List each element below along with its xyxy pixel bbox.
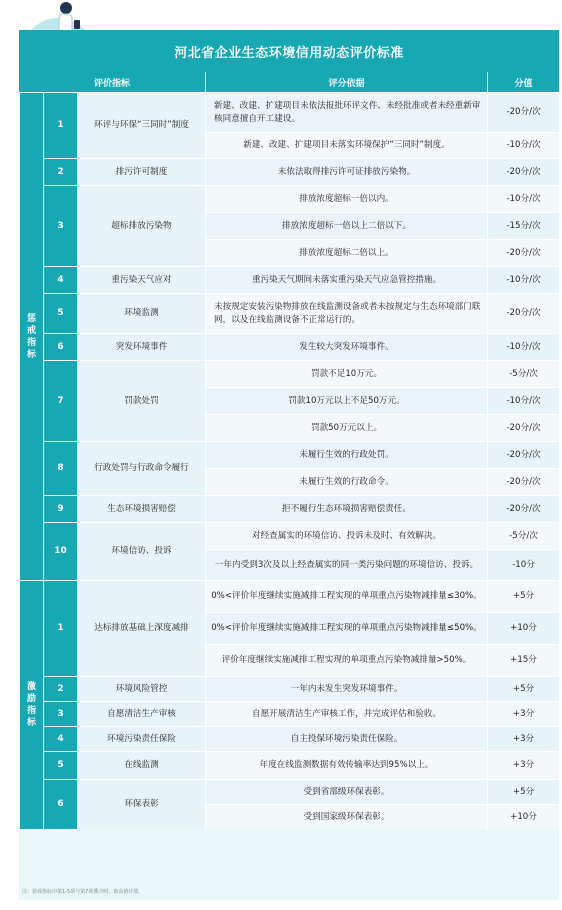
score-value: -10分/次: [487, 387, 559, 414]
score-value: -20分/次: [487, 468, 559, 495]
indicator-name: 环境监测: [77, 293, 205, 333]
scoring-basis: 未按规定安装污染物排放在线监测设备或者未按规定与生态环境部门联网，以及在线监测设备不正常运行的。: [205, 293, 487, 333]
score-value: +10分: [487, 804, 559, 829]
score-value: +5分: [487, 779, 559, 804]
scoring-basis: 拒不履行生态环境损害赔偿责任。: [205, 495, 487, 522]
item-number: 9: [43, 495, 77, 522]
score-value: +5分: [487, 676, 559, 701]
indicator-name: 突发环境事件: [77, 333, 205, 360]
scoring-basis: 新建、改建、扩建项目未落实环境保护“三同时”制度。: [205, 132, 487, 158]
score-value: -20分/次: [487, 414, 559, 441]
table-row: [19, 779, 559, 804]
indicator-name: 重污染天气应对: [77, 266, 205, 293]
scoring-basis: 未依法取得排污许可证排放污染物。: [205, 158, 487, 185]
score-value: -10分/次: [487, 132, 559, 158]
item-number: 6: [43, 779, 77, 829]
scoring-basis: 0%<评价年度继续实施减排工程实现的单项重点污染物减排量≤50%。: [205, 612, 487, 644]
scoring-basis: 新建、改建、扩建项目未依法报批环评文件、未经批准或者未经重新审核同意擅自开工建设。: [205, 92, 487, 132]
indicator-name: 自愿清洁生产审核: [77, 701, 205, 726]
table-row: [19, 751, 559, 779]
item-number: 2: [43, 676, 77, 701]
item-number: 5: [43, 293, 77, 333]
scoring-basis: 对经查属实的环境信访、投诉未及时、有效解决。: [205, 522, 487, 549]
score-value: +3分: [487, 701, 559, 726]
indicator-name: 排污许可制度: [77, 158, 205, 185]
score-value: +15分: [487, 644, 559, 676]
item-number: 3: [43, 185, 77, 266]
table-row: [19, 158, 559, 185]
header-indicator: 评价指标: [19, 72, 205, 92]
score-value: -10分/次: [487, 185, 559, 212]
scoring-basis: 罚款10万元以上不足50万元。: [205, 387, 487, 414]
score-value: -20分/次: [487, 92, 559, 132]
table-row: [19, 495, 559, 522]
indicator-name: 达标排放基础上深度减排: [77, 580, 205, 676]
table-row: [19, 266, 559, 293]
indicator-name: 行政处罚与行政命令履行: [77, 441, 205, 495]
indicator-name: 环境污染责任保险: [77, 726, 205, 751]
scoring-basis: 罚款不足10万元。: [205, 360, 487, 387]
evaluation-standard-table: [19, 72, 559, 829]
item-number: 1: [43, 580, 77, 676]
item-number: 7: [43, 360, 77, 441]
item-number: 5: [43, 751, 77, 779]
scoring-basis: 排放浓度超标一倍以上二倍以下。: [205, 212, 487, 239]
item-number: 4: [43, 266, 77, 293]
page-title: 河北省企业生态环境信用动态评价标准: [19, 30, 559, 72]
table-row: [19, 701, 559, 726]
scoring-basis: 排放浓度超标一倍以内。: [205, 185, 487, 212]
header-basis: 评分依据: [205, 72, 487, 92]
scoring-basis: 重污染天气期间未落实重污染天气应急管控措施。: [205, 266, 487, 293]
scoring-basis: 受到省部级环保表彰。: [205, 779, 487, 804]
category-label: 惩戒指标: [26, 313, 36, 360]
score-value: -5分/次: [487, 360, 559, 387]
scoring-basis: 自愿开展清洁生产审核工作，并完成评估和验收。: [205, 701, 487, 726]
score-value: -20分/次: [487, 158, 559, 185]
indicator-name: 环保表彰: [77, 779, 205, 829]
scoring-basis: 未履行生效的行政命令。: [205, 468, 487, 495]
item-number: 4: [43, 726, 77, 751]
score-value: -15分/次: [487, 212, 559, 239]
scoring-basis: 罚款50万元以上。: [205, 414, 487, 441]
item-number: 6: [43, 333, 77, 360]
table-row: [19, 580, 559, 612]
category-cell: [19, 92, 43, 580]
footnote: 注：惩戒指标中第1-5项与第7项叠合时，取高值计算。: [22, 889, 144, 895]
item-number: 10: [43, 522, 77, 580]
item-number: 8: [43, 441, 77, 495]
score-value: -10分/次: [487, 266, 559, 293]
score-value: +3分: [487, 751, 559, 779]
scoring-basis: 自主投保环境污染责任保险。: [205, 726, 487, 751]
item-number: 1: [43, 92, 77, 158]
scoring-basis: 一年内未发生突发环境事件。: [205, 676, 487, 701]
scoring-basis: 未履行生效的行政处罚。: [205, 441, 487, 468]
table-row: [19, 185, 559, 212]
table-header-row: [19, 72, 559, 92]
table-row: [19, 522, 559, 549]
category-cell: [19, 580, 43, 829]
indicator-name: 在线监测: [77, 751, 205, 779]
table-row: [19, 92, 559, 132]
score-value: -10分/次: [487, 333, 559, 360]
scoring-basis: 受到国家级环保表彰。: [205, 804, 487, 829]
indicator-name: 环境信访、投诉: [77, 522, 205, 580]
score-value: -10分: [487, 549, 559, 580]
score-value: +10分: [487, 612, 559, 644]
score-value: -20分/次: [487, 293, 559, 333]
indicator-name: 环境风险管控: [77, 676, 205, 701]
indicator-name: 罚款处罚: [77, 360, 205, 441]
scoring-basis: 评价年度继续实施减排工程实现的单项重点污染物减排量>50%。: [205, 644, 487, 676]
category-label: 激励指标: [26, 682, 36, 728]
score-value: -20分/次: [487, 239, 559, 266]
indicator-name: 超标排放污染物: [77, 185, 205, 266]
table-row: [19, 293, 559, 333]
table-row: [19, 726, 559, 751]
indicator-name: 环评与环保“三同时”制度: [77, 92, 205, 158]
table-row: [19, 676, 559, 701]
item-number: 3: [43, 701, 77, 726]
scoring-basis: 发生较大突发环境事件。: [205, 333, 487, 360]
score-value: -20分/次: [487, 495, 559, 522]
scoring-basis: 排放浓度超标二倍以上。: [205, 239, 487, 266]
table-row: [19, 441, 559, 468]
table-row: [19, 360, 559, 387]
score-value: -20分/次: [487, 441, 559, 468]
table-row: [19, 333, 559, 360]
scoring-basis: 0%<评价年度继续实施减排工程实现的单项重点污染物减排量≤30%。: [205, 580, 487, 612]
header-score: 分值: [487, 72, 559, 92]
scoring-basis: 一年内受到3次及以上经查属实的同一类污染问题的环境信访、投诉。: [205, 549, 487, 580]
score-value: +3分: [487, 726, 559, 751]
score-value: +5分: [487, 580, 559, 612]
scoring-basis: 年度在线监测数据有效传输率达到95%以上。: [205, 751, 487, 779]
item-number: 2: [43, 158, 77, 185]
score-value: -5分/次: [487, 522, 559, 549]
indicator-name: 生态环境损害赔偿: [77, 495, 205, 522]
